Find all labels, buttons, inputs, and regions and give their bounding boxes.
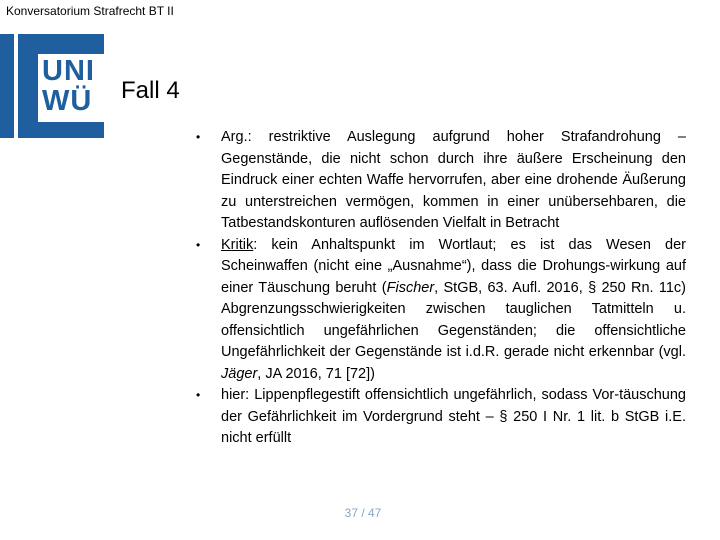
bullet-list (196, 127, 686, 450)
logo-text-line2: WÜ (42, 85, 93, 117)
critique-label: Kritik (221, 236, 254, 253)
bullet-text: hier: Lippenpflegestift offensichtlich ungefährlich, sodass Vor-täuschung der Gefährlichkeit im Vordergrund steht – § 250 I Nr. 1 lit. b StGB i.E. nicht erfüllt (221, 387, 686, 446)
bullet-icon: • (196, 388, 201, 402)
course-header: Konversatorium Strafrecht BT II (6, 4, 174, 18)
university-logo (0, 34, 104, 138)
bullet-item (196, 235, 686, 386)
bullet-text: Arg.: restriktive Auslegung aufgrund hoher Strafandrohung – Gegenstände, die nicht schon durch ihre äußere Erscheinung den Eindruck einer echten Waffe hervorrufen, aber eine drohende Äußerung zu unterstreichen vermögen, kommen in einer unübersehbaren, die Tatbestandskonturen auflösenden Vielfalt in Betracht (221, 129, 686, 231)
page-number: 37 / 47 (344, 506, 382, 520)
citation-fischer: Fischer (386, 279, 435, 296)
critique-text-3: , JA 2016, 71 [72]) (257, 365, 375, 382)
critique-text-2: , StGB, 63. Aufl. 2016, § 250 Rn. 11c) Abgrenzungsschwierigkeiten zwischen tauglichen Tatmitteln u. offensichtlich ungefährlichen Gegenständen; die offensichtliche Ungefährlichkeit der Gegenstände ist i.d.R. gerade nicht erkennbar (vgl. (221, 279, 686, 360)
bullet-icon: • (196, 130, 201, 144)
bullet-text (221, 235, 686, 386)
bullet-item (196, 127, 686, 235)
critique-text-1: : kein Anhaltspunkt im Wortlaut; es ist das Wesen der Scheinwaffen (nicht eine „Ausnahme“), dass die Drohungs-wirkung auf einer Täuschung beruht ( (221, 236, 686, 296)
bullet-item (196, 385, 686, 450)
bullet-icon: • (196, 237, 201, 252)
logo-text-line1: UNI (42, 55, 95, 87)
slide-title: Fall 4 (121, 77, 180, 104)
logo-bar (0, 34, 14, 138)
citation-jaeger: Jäger (221, 365, 258, 382)
